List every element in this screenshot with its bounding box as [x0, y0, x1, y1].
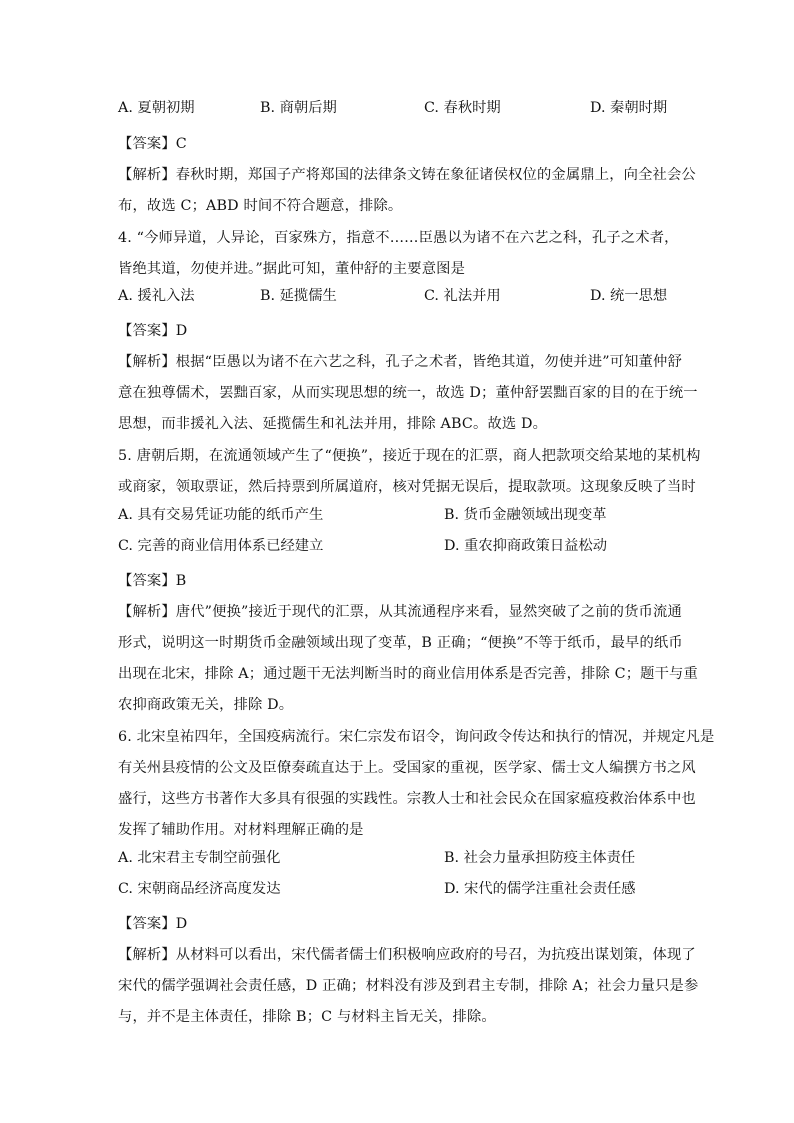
q4-stem-line: 4. “今师异道，人异论，百家殊方，指意不……臣愚以为诸不在六艺之科，孔子之术者，	[118, 230, 679, 246]
q4-option-c: C. 礼法并用	[424, 288, 501, 304]
q5-option-c: C. 完善的商业信用体系已经建立	[118, 538, 324, 554]
q5-option-d: D. 重农抑商政策日益松动	[444, 538, 608, 554]
q5-stem-line: 或商家，领取票证，然后持票到所属道府，核对凭据无误后，提取款项。这现象反映了当时	[118, 479, 696, 495]
q6-stem-line: 6. 北宋皇祐四年，全国疫病流行。宋仁宗发布诏令，询问政令传达和执行的情况，并规定凡是	[118, 729, 715, 745]
q6-option-d: D. 宋代的儒学注重社会责任感	[444, 881, 636, 897]
q6-option-b: B. 社会力量承担防疫主体责任	[444, 850, 636, 866]
q4-option-a: A. 援礼入法	[118, 288, 195, 304]
q3-analysis-line: 布，故选 C；ABD 时间不符合题意，排除。	[118, 198, 403, 214]
q6-answer: 【答案】D	[118, 916, 188, 932]
q4-stem-line: 皆绝其道，勿使并进。”据此可知，董仲舒的主要意图是	[118, 261, 466, 277]
q6-stem-line: 发挥了辅助作用。对材料理解正确的是	[118, 822, 364, 838]
q6-analysis-line: 【解析】从材料可以看出，宋代儒者儒士们积极响应政府的号召，为抗疫出谋划策，体现了	[118, 947, 696, 963]
q6-analysis-line: 宋代的儒学强调社会责任感，D 正确；材料没有涉及到君主专制，排除 A；社会力量只是参	[118, 978, 699, 994]
q5-analysis-line: 【解析】唐代”便换”接近于现代的汇票，从其流通程序来看，显然突破了之前的货币流通	[118, 604, 682, 620]
q6-option-a: A. 北宋君主专制空前强化	[118, 850, 281, 866]
q5-answer: 【答案】B	[118, 573, 187, 589]
q6-analysis-line: 与，并不是主体责任，排除 B；C 与材料主旨无关，排除。	[118, 1009, 496, 1025]
q3-answer: 【答案】C	[118, 136, 187, 152]
q3-option-b: B. 商朝后期	[260, 100, 337, 116]
q5-analysis-line: 出现在北宋，排除 A；通过题干无法判断当时的商业信用体系是否完善，排除 C；题干与重	[118, 666, 698, 682]
q6-option-c: C. 宋朝商品经济高度发达	[118, 881, 281, 897]
q4-answer: 【答案】D	[118, 323, 188, 339]
q5-option-a: A. 具有交易凭证功能的纸币产生	[118, 507, 324, 523]
q5-stem-line: 5. 唐朝后期，在流通领域产生了“便换”，接近于现在的汇票，商人把款项交给某地的某机构	[118, 448, 701, 464]
q4-option-d: D. 统一思想	[590, 288, 668, 304]
q3-option-a: A. 夏朝初期	[118, 100, 195, 116]
q4-analysis-line: 意在独尊儒术，罢黜百家，从而实现思想的统一，故选 D；董仲舒罢黜百家的目的在于统一	[118, 385, 698, 401]
q3-option-d: D. 秦朝时期	[590, 100, 668, 116]
q3-analysis-line: 【解析】春秋时期，郑国子产将郑国的法律条文铸在象征诸侯权位的金属鼎上，向全社会公	[118, 167, 696, 183]
q4-option-b: B. 延揽儒生	[260, 288, 337, 304]
q5-analysis-line: 农抑商政策无关，排除 D。	[118, 697, 294, 713]
q5-option-b: B. 货币金融领域出现变革	[444, 507, 607, 523]
q4-analysis-line: 思想，而非援礼入法、延揽儒生和礼法并用，排除 ABC。故选 D。	[118, 416, 548, 432]
q4-analysis-line: 【解析】根据“臣愚以为诸不在六艺之科，孔子之术者，皆绝其道，勿使并进”可知董仲舒	[118, 354, 682, 370]
q6-stem-line: 有关州县疫情的公文及臣僚奏疏直达于上。受国家的重视，医学家、儒士文人编撰方书之风	[118, 760, 696, 776]
q5-analysis-line: 形式，说明这一时期货币金融领域出现了变革，B 正确；“便换”不等于纸币，最早的纸币	[118, 635, 683, 651]
q6-stem-line: 盛行，这些方书著作大多具有很强的实践性。宗教人士和社会民众在国家瘟疫救治体系中也	[118, 791, 696, 807]
q3-option-c: C. 春秋时期	[424, 100, 501, 116]
